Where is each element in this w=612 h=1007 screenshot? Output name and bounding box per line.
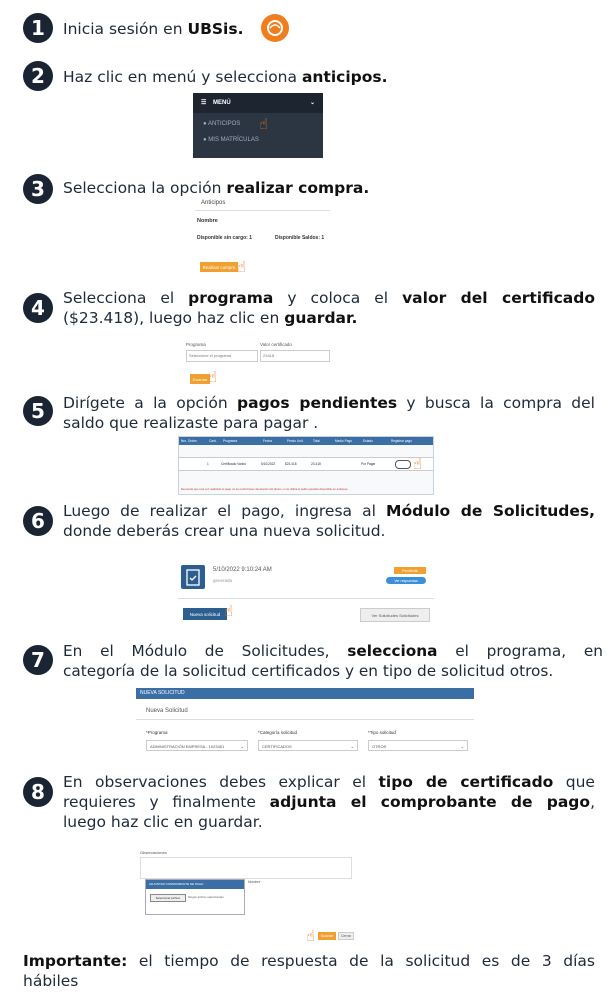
step-2-badge: 2: [23, 61, 53, 91]
request-status: generada: [213, 578, 233, 583]
menu-screenshot: [193, 93, 323, 158]
category-select[interactable]: CERTIFICADOS ⌄: [258, 740, 358, 751]
step-7-badge: 7: [23, 645, 53, 675]
cursor-hand-icon: ☝: [259, 115, 269, 133]
menu-label: MENÚ: [213, 100, 231, 106]
anticipos-available-2: Disponible Saldos: 1: [275, 235, 325, 241]
program-select[interactable]: ADMINISTRACIÓN EMPRESA - 1023451 ⌄: [146, 740, 248, 751]
pay-button[interactable]: [395, 460, 411, 469]
important-note: Importante: el tiempo de respuesta de la solicitud es de 3 días hábiles: [23, 952, 595, 990]
cursor-hand-icon: ☝: [224, 602, 234, 620]
chevron-down-icon: ⌄: [240, 744, 244, 749]
no-file-label: Ningún archivo seleccionado: [188, 895, 224, 899]
type-label: *Tipo solicitud: [368, 730, 396, 735]
menu-header[interactable]: [193, 93, 323, 113]
attach-panel: [145, 879, 245, 915]
pending-tag: Pendiente: [394, 567, 426, 574]
step-6-badge: 6: [23, 506, 53, 536]
menu-icon: ☰: [201, 100, 207, 106]
step-2-text: Haz clic en menú y selecciona anticipos.: [63, 68, 388, 86]
anticipos-available-1: Disponible sin cargo: 1: [197, 235, 253, 241]
value-input[interactable]: 23418: [260, 350, 330, 362]
step-4-text: Selecciona el programa y coloca el valor del certificado ($23.418), luego haz clic en guardar.: [63, 289, 595, 327]
value-label: Valor certificado: [260, 342, 292, 347]
table-header: Nro. Orden Cant. Programa Fecha Precio Unit. Total Medio Pago Estado Registrar pago: [179, 437, 433, 445]
chevron-down-icon: ⌄: [350, 744, 354, 749]
category-label: *Categoría solicitud: [258, 730, 298, 735]
chevron-down-icon: ⌄: [309, 100, 315, 106]
form-title: Nueva Solicitud: [146, 708, 188, 714]
clipboard-icon: [181, 565, 205, 589]
guardar-button[interactable]: Guardar: [318, 932, 336, 940]
guardar-button[interactable]: Guardar: [190, 374, 210, 384]
step-7-text: En el Módulo de Solicitudes, selecciona el programa, en categoría de la solicitud certificados y en tipo de solicitud otros.: [63, 642, 603, 680]
attach-panel-header: ADJUNTAR COMPROBANTE DE PAGO: [146, 880, 244, 889]
cursor-hand-icon: ☝: [413, 455, 423, 473]
anticipos-title: Anticipos: [201, 200, 226, 206]
step-5-badge: 5: [23, 396, 53, 426]
ver-solicitudes-button[interactable]: Ver Solicitudes Solicitudes: [360, 608, 430, 622]
anticipos-screenshot: [195, 198, 330, 278]
realizar-compra-button[interactable]: Realizar compra: [200, 262, 238, 272]
step-1-badge: 1: [23, 13, 53, 43]
step-8-badge: 8: [23, 777, 53, 807]
menu-item-anticipos[interactable]: ● ANTICIPOS: [203, 121, 241, 127]
program-label: *Programa: [146, 730, 168, 735]
step-3-badge: 3: [23, 174, 53, 204]
step-3-text: Selecciona la opción realizar compra.: [63, 179, 370, 197]
table-row: 1 Certificado Varios 5/10/2022 $23.418 23.418 Por Pagar: [179, 457, 433, 471]
cursor-hand-icon: ☝: [237, 258, 247, 276]
cerrar-button[interactable]: Cerrar: [338, 932, 354, 940]
step-6-text: Luego de realizar el pago, ingresa al Módulo de Solicitudes, donde deberás crear una nueva solicitud.: [63, 502, 595, 540]
nueva-solicitud-button[interactable]: Nueva solicitud: [183, 608, 227, 620]
program-select[interactable]: Seleccione el programa: [186, 350, 258, 362]
name-label: Nombre: [248, 880, 261, 884]
form-header: NUEVA SOLICITUD: [136, 688, 474, 699]
menu-item-matriculas[interactable]: ● MIS MATRÍCULAS: [203, 137, 259, 143]
request-date: 5/10/2022 9:10:24 AM: [213, 567, 272, 573]
ubsis-logo-icon: [261, 14, 289, 42]
responses-tag[interactable]: Ver respuestas: [386, 577, 426, 584]
step-1-text: Inicia sesión en UBSis.: [63, 20, 244, 38]
chevron-down-icon: ⌄: [460, 744, 464, 749]
step-5-text: Dirígete a la opción pagos pendientes y busca la compra del saldo que realizaste para pagar .: [63, 394, 595, 432]
new-request-form-screenshot: [136, 688, 474, 754]
observations-label: Observaciones: [140, 850, 167, 855]
cursor-hand-icon: ☝: [306, 927, 316, 945]
cursor-hand-icon: ☝: [208, 368, 218, 386]
step-4-badge: 4: [23, 293, 53, 323]
table-note: Recuerde que una vez realizado el pago no se podrá hacer devolución del dinero, si no utiliza el saldo quedará disponible en anticipos: [181, 487, 348, 491]
choose-file-button[interactable]: Seleccionar archivo: [150, 894, 186, 902]
type-select[interactable]: OTROS ⌄: [368, 740, 468, 751]
attachment-form-screenshot: [140, 850, 356, 944]
solicitudes-screenshot: [178, 562, 434, 624]
anticipos-name-label: Nombre: [197, 218, 218, 224]
observations-textarea[interactable]: [140, 857, 352, 879]
program-label: Programa: [186, 342, 206, 347]
program-form-screenshot: [186, 342, 336, 387]
pending-payments-screenshot: [178, 436, 434, 495]
step-8-text: En observaciones debes explicar el tipo de certificado que requieres y finalmente adjunta el comprobante de pago, luego haz clic en guardar.: [63, 773, 595, 831]
